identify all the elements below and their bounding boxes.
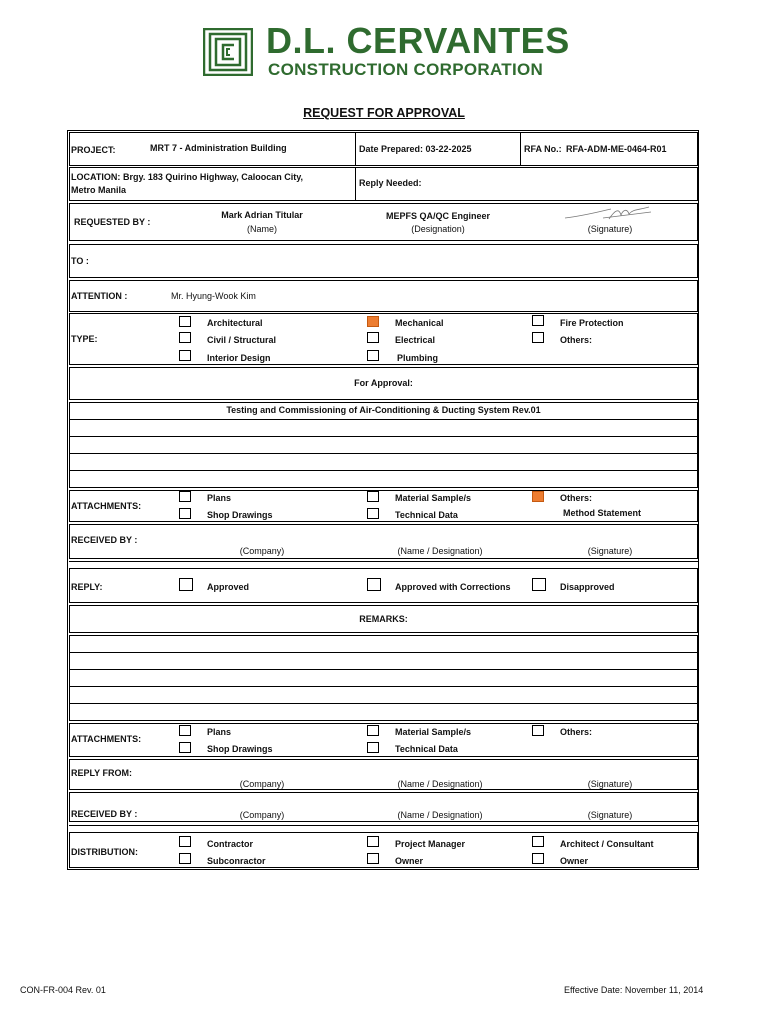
approval-description: Testing and Commissioning of Air-Conditioning & Ducting System Rev.01 bbox=[226, 405, 541, 415]
received1-label: RECEIVED BY : bbox=[71, 535, 138, 545]
att2-material-checkbox[interactable] bbox=[367, 725, 379, 736]
type-plumbing-label: Plumbing bbox=[397, 353, 438, 363]
attachments1-label: ATTACHMENTS: bbox=[71, 501, 142, 511]
attention-value: Mr. Hyung-Wook Kim bbox=[171, 291, 256, 301]
dist-architect-checkbox[interactable] bbox=[532, 836, 544, 847]
dist-contractor-label: Contractor bbox=[207, 839, 254, 849]
location-value-line1: Brgy. 183 Quirino Highway, Caloocan City, bbox=[123, 172, 304, 182]
att1-plans-label: Plans bbox=[207, 493, 232, 503]
project-label: PROJECT: bbox=[71, 145, 116, 155]
type-others-label: Others: bbox=[560, 335, 593, 345]
remarks-block bbox=[69, 635, 698, 721]
reply-approved-corrections-checkbox[interactable] bbox=[367, 578, 381, 591]
reply-from-label: REPLY FROM: bbox=[71, 768, 133, 778]
att2-material-label: Material Sample/s bbox=[395, 727, 472, 737]
date-prepared: Date Prepared: 03-22-2025 bbox=[359, 144, 472, 154]
att1-technical-checkbox[interactable] bbox=[367, 508, 379, 519]
att1-material-checkbox[interactable] bbox=[367, 491, 379, 502]
designation-caption: (Designation) bbox=[411, 224, 465, 234]
type-plumbing-checkbox[interactable] bbox=[367, 350, 379, 361]
attention-label: ATTENTION : bbox=[71, 291, 128, 301]
dist-project-manager-label: Project Manager bbox=[395, 839, 466, 849]
dist-contractor-checkbox[interactable] bbox=[179, 836, 191, 847]
rfa-label: RFA No.: bbox=[524, 144, 562, 154]
company-logo-icon bbox=[203, 28, 253, 76]
location-label: LOCATION: bbox=[71, 172, 121, 182]
reply-needed-label: Reply Needed: bbox=[359, 178, 422, 188]
attachments2-label: ATTACHMENTS: bbox=[71, 734, 142, 744]
type-others-checkbox[interactable] bbox=[532, 332, 544, 343]
reply-approved-label: Approved bbox=[207, 582, 250, 592]
dist-owner2-label: Owner bbox=[560, 856, 589, 866]
att2-technical-checkbox[interactable] bbox=[367, 742, 379, 753]
att1-others-value: Method Statement bbox=[563, 508, 642, 518]
name-caption: (Name) bbox=[246, 224, 277, 234]
reply-disapproved-label: Disapproved bbox=[560, 582, 615, 592]
type-electrical-checkbox[interactable] bbox=[367, 332, 379, 343]
remarks-label: REMARKS: bbox=[359, 614, 408, 624]
attention-row bbox=[69, 280, 698, 312]
reply-label: REPLY: bbox=[71, 582, 103, 592]
reply-disapproved-checkbox[interactable] bbox=[532, 578, 546, 591]
project-value: MRT 7 - Administration Building bbox=[150, 143, 287, 153]
company-name: D.L. CERVANTES bbox=[266, 20, 570, 61]
att2-others-label: Others: bbox=[560, 727, 593, 737]
to-label: TO : bbox=[71, 256, 89, 266]
received2-label: RECEIVED BY : bbox=[71, 809, 138, 819]
dist-owner-label: Owner bbox=[395, 856, 424, 866]
type-mechanical-checkbox[interactable] bbox=[367, 316, 379, 327]
att2-plans-checkbox[interactable] bbox=[179, 725, 191, 736]
att2-shop-drawings-label: Shop Drawings bbox=[207, 744, 273, 754]
att2-shop-drawings-checkbox[interactable] bbox=[179, 742, 191, 753]
type-fire-protection-label: Fire Protection bbox=[560, 318, 624, 328]
signature-icon bbox=[563, 206, 653, 224]
received2-company-caption: (Company) bbox=[239, 810, 285, 820]
form-code: CON-FR-004 Rev. 01 bbox=[20, 985, 106, 995]
location-value-line2: Metro Manila bbox=[71, 185, 127, 195]
reply-from-name-caption: (Name / Designation) bbox=[397, 779, 483, 789]
att1-others-label: Others: bbox=[560, 493, 593, 503]
distribution-label: DISTRIBUTION: bbox=[71, 847, 138, 857]
form-title: REQUEST FOR APPROVAL bbox=[303, 106, 465, 120]
reply-from-company-caption: (Company) bbox=[239, 779, 285, 789]
type-label: TYPE: bbox=[71, 334, 98, 344]
att1-plans-checkbox[interactable] bbox=[179, 491, 191, 502]
received2-signature-caption: (Signature) bbox=[587, 810, 633, 820]
type-interior-label: Interior Design bbox=[207, 353, 271, 363]
rfa-value: RFA-ADM-ME-0464-R01 bbox=[566, 144, 667, 154]
effective-date: Effective Date: November 11, 2014 bbox=[564, 985, 704, 995]
company-subtitle: CONSTRUCTION CORPORATION bbox=[268, 60, 544, 79]
dist-subcontractor-label: Subconractor bbox=[207, 856, 266, 866]
attachments2-row bbox=[69, 723, 698, 757]
type-architectural-label: Architectural bbox=[207, 318, 263, 328]
dist-owner2-checkbox[interactable] bbox=[532, 853, 544, 864]
signature-caption: (Signature) bbox=[587, 224, 633, 234]
distribution-row bbox=[69, 832, 698, 868]
dist-project-manager-checkbox[interactable] bbox=[367, 836, 379, 847]
att1-shop-drawings-label: Shop Drawings bbox=[207, 510, 273, 520]
type-mechanical-label: Mechanical bbox=[395, 318, 444, 328]
for-approval-label: For Approval: bbox=[354, 378, 413, 388]
att1-shop-drawings-checkbox[interactable] bbox=[179, 508, 191, 519]
dist-owner-checkbox[interactable] bbox=[367, 853, 379, 864]
requested-by-label: REQUESTED BY : bbox=[74, 217, 151, 227]
type-civil-checkbox[interactable] bbox=[179, 332, 191, 343]
att1-others-checkbox[interactable] bbox=[532, 491, 544, 502]
type-architectural-checkbox[interactable] bbox=[179, 316, 191, 327]
att2-others-checkbox[interactable] bbox=[532, 725, 544, 736]
received1-name-caption: (Name / Designation) bbox=[397, 546, 483, 556]
reply-approved-corrections-label: Approved with Corrections bbox=[395, 582, 511, 592]
type-electrical-label: Electrical bbox=[395, 335, 436, 345]
att2-plans-label: Plans bbox=[207, 727, 232, 737]
received2-name-caption: (Name / Designation) bbox=[397, 810, 483, 820]
received1-company-caption: (Company) bbox=[239, 546, 285, 556]
reply-from-signature-caption: (Signature) bbox=[587, 779, 633, 789]
requested-name: Mark Adrian Titular bbox=[221, 210, 303, 220]
to-row bbox=[69, 244, 698, 278]
type-civil-label: Civil / Structural bbox=[207, 335, 277, 345]
type-fire-protection-checkbox[interactable] bbox=[532, 315, 544, 326]
att2-technical-label: Technical Data bbox=[395, 744, 458, 754]
reply-approved-checkbox[interactable] bbox=[179, 578, 193, 591]
requested-designation: MEPFS QA/QC Engineer bbox=[385, 211, 490, 221]
att1-material-label: Material Sample/s bbox=[395, 493, 472, 503]
type-interior-checkbox[interactable] bbox=[179, 350, 191, 361]
att1-technical-label: Technical Data bbox=[395, 510, 458, 520]
dist-subcontractor-checkbox[interactable] bbox=[179, 853, 191, 864]
dist-architect-label: Architect / Consultant bbox=[560, 839, 654, 849]
received1-signature-caption: (Signature) bbox=[587, 546, 633, 556]
